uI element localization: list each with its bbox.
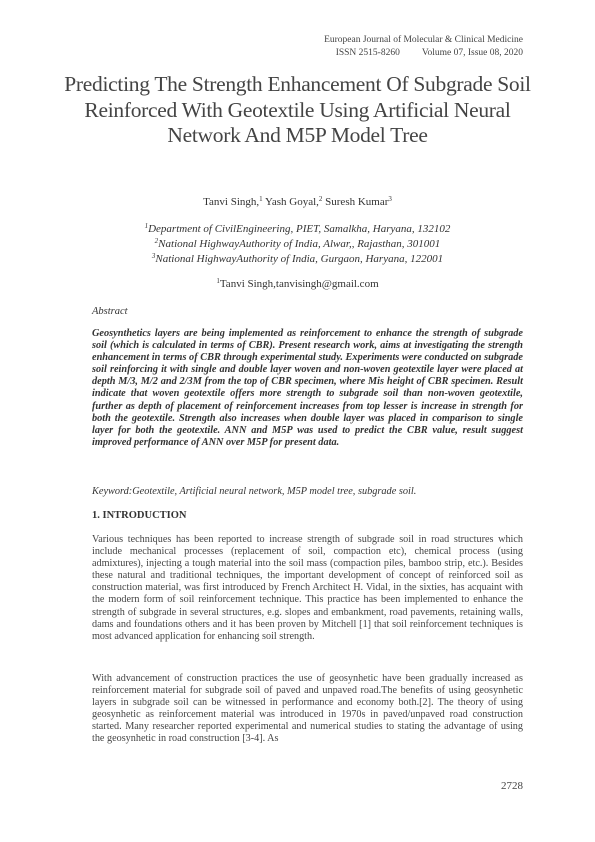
intro-paragraph-1: Various techniques has been reported to increase strength of subgrade soil in road structures which include mechanical processes (replacement of soil, compaction etc), chemical process (using admixtures), injecting a tough material into the soil mass (compaction piles, bamboo strip, etc.). Besides these natural and traditional techniques, the important development of concept of reinforced soil as construction material, was first introduced by French Architect H. Vidal, in the sixties, has acquaint with the modern form of soil reinforcement technique. This practice has been implemented to enhance the strength of subgrade in several structures, e.g. slopes and embankment, road pavements, retaining walls, dams and foundations others and it has been proven by Mitchell [1] that soil reinforcement techniques is most advanced application for enhancing soil strength. — [92, 534, 523, 642]
author-name: Yash Goyal, — [265, 196, 319, 208]
affiliation-sup: 3 — [151, 252, 156, 260]
keywords: Keyword:Geotextile, Artificial neural network, M5P model tree, subgrade soil. — [92, 486, 417, 497]
affiliation-text: Department of CivilEngineering, PIET, Samalkha, Haryana, 132102 — [148, 223, 451, 235]
journal-header — [324, 34, 523, 60]
author-email — [0, 278, 595, 290]
author-3 — [325, 196, 392, 208]
author-sup: 2 — [318, 195, 323, 203]
affiliation-1 — [0, 222, 595, 237]
email-text: Tanvi Singh,tanvisingh@gmail.com — [219, 278, 379, 290]
abstract-heading: Abstract — [92, 306, 128, 317]
author-name: Tanvi Singh, — [203, 196, 260, 208]
author-name: Suresh Kumar — [325, 196, 389, 208]
journal-issn: ISSN 2515-8260 — [335, 48, 400, 58]
affiliation-text: National HighwayAuthority of India, Gurgaon, Haryana, 122001 — [155, 253, 444, 265]
affiliation-sup: 1 — [144, 222, 149, 230]
journal-volume-issue: Volume 07, Issue 08, 2020 — [421, 48, 523, 58]
affiliation-2 — [0, 237, 595, 252]
affiliation-text: National HighwayAuthority of India, Alwar,, Rajasthan, 301001 — [158, 238, 441, 250]
page-number: 2728 — [501, 780, 523, 792]
author-2 — [265, 196, 322, 208]
journal-name: European Journal of Molecular & Clinical Medicine — [324, 35, 523, 45]
author-sup: 3 — [388, 195, 392, 203]
journal-issue-line — [324, 47, 523, 60]
email-sup: 1 — [216, 277, 220, 285]
intro-paragraph-2: With advancement of construction practices the use of geosynhetic have been gradually increased as reinforcement material for subgrade soil of paved and unpaved road.The benefits of using geosynhetic layers in subgrade soil can be witnessed in performance and economy both.[2]. The theory of using geosynhetic as reinforcement material was introduced in 1970s in paved/unpaved road construction started. Many researcher reported experimental and numerical studies to stating the advantage of using the geosynhetic in road construction [3-4]. As — [92, 673, 523, 745]
paper-title: Predicting The Strength Enhancement Of Subgrade Soil Reinforced With Geotextile Using Artificial Neural Network And M5P Model Tree — [64, 72, 531, 147]
affiliation-3 — [0, 252, 595, 267]
abstract-body: Geosynthetics layers are being implemented as reinforcement to enhance the strength of subgrade soil (which is calculated in terms of CBR). Present research work, aims at investigating the strength enhancement in terms of CBR through experimental study. Experiments were conducted on subgrade soil reinforcing it with single and double layer woven and non-woven geotextile layer were placed at depth M/3, M/2 and 2/3M from the top of CBR specimen, where Mis height of CBR specimen. Result indicate that woven geotextile offers more strength to subgrade soil than non-woven geotextile, further as depth of placement of reinforcement increases from top lesser is increase in strength for both the geotextile. Strength also increases when double layer was placed in comparison to single layer for both the geotextile. ANN and M5P was used to predict the CBR value, result suggest improved performance of ANN over M5P for present data. — [92, 328, 523, 448]
affiliation-sup: 2 — [154, 237, 159, 245]
affiliation-list — [0, 222, 595, 267]
author-list — [0, 196, 595, 208]
author-sup: 1 — [259, 195, 263, 203]
section-heading-introduction: 1. INTRODUCTION — [92, 510, 187, 521]
author-1 — [203, 196, 263, 208]
